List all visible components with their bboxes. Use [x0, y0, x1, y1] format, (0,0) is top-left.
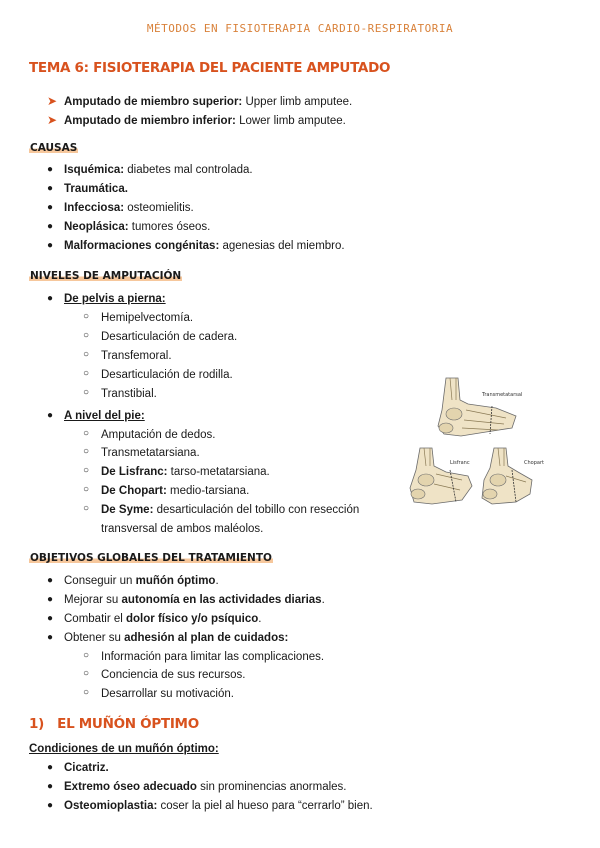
list-item: ○ Hemipelvectomía.	[83, 311, 194, 324]
list-item: ● Extremo óseo adecuado sin prominencias anormales.	[47, 781, 347, 793]
page-title: TEMA 6: FISIOTERAPIA DEL PACIENTE AMPUTADO	[29, 60, 391, 76]
list-item: ○ De Syme: desarticulación del tobillo con resección	[83, 503, 360, 516]
list-item: ● Obtener su adhesión al plan de cuidados:	[47, 632, 289, 644]
list-item: ● Traumática.	[47, 183, 128, 195]
list-item: ○ De Chopart: medio-tarsiana.	[83, 484, 250, 497]
niveles-heading: NIVELES DE AMPUTACIÓN	[30, 270, 182, 282]
label-lisfranc: Lisfranc	[450, 460, 470, 466]
section-heading-munon: 1) EL MUÑÓN ÓPTIMO	[29, 716, 199, 732]
group-pelvis: ● De pelvis a pierna:	[47, 293, 166, 305]
list-item: ● Cicatriz.	[47, 762, 109, 774]
foot-bones-illustration	[406, 370, 546, 512]
list-item: ● Combatir el dolor físico y/o psíquico.	[47, 613, 262, 625]
list-item: ○ Transtibial.	[83, 387, 157, 400]
intro-item-lower: ➤ Amputado de miembro inferior: Lower limb amputee.	[47, 113, 346, 127]
conditions-subheading: Condiciones de un muñón óptimo:	[29, 743, 219, 755]
list-item: ○ Desarrollar su motivación.	[83, 687, 234, 700]
arrow-icon: ➤	[47, 94, 58, 108]
foot-lisfranc	[410, 448, 472, 504]
list-item-continuation: transversal de ambos maléolos.	[101, 523, 264, 535]
list-item: ● Mejorar su autonomía en las actividades diarias.	[47, 594, 325, 606]
intro-item-upper: ➤ Amputado de miembro superior: Upper limb amputee.	[47, 94, 353, 108]
list-item: ● Infecciosa: osteomielitis.	[47, 202, 194, 214]
arrow-icon: ➤	[47, 113, 58, 127]
list-item: ○ Amputación de dedos.	[83, 428, 216, 441]
foot-amputation-figure	[406, 370, 546, 512]
list-item: ○ De Lisfranc: tarso-metatarsiana.	[83, 465, 270, 478]
list-item: ○ Desarticulación de rodilla.	[83, 368, 233, 381]
objetivos-heading: OBJETIVOS GLOBALES DEL TRATAMIENTO	[30, 552, 272, 564]
label-chopart: Chopart	[524, 460, 544, 466]
causas-heading: CAUSAS	[30, 142, 78, 154]
label-transmetatarsal: Transmetatarsal	[482, 392, 523, 398]
foot-chopart	[482, 448, 544, 504]
list-item: ● Isquémica: diabetes mal controlada.	[47, 164, 253, 176]
list-item: ○ Transmetatarsiana.	[83, 446, 200, 459]
list-item: ○ Conciencia de sus recursos.	[83, 668, 246, 681]
foot-transmetatarsal	[438, 378, 522, 436]
list-item: ○ Desarticulación de cadera.	[83, 330, 238, 343]
list-item: ● Conseguir un muñón óptimo.	[47, 575, 219, 587]
list-item: ● Osteomioplastia: coser la piel al hueso para “cerrarlo” bien.	[47, 800, 373, 812]
list-item: ○ Transfemoral.	[83, 349, 172, 362]
group-pie: ● A nivel del pie:	[47, 410, 145, 422]
list-item: ● Malformaciones congénitas: agenesias del miembro.	[47, 240, 345, 252]
page-header: MÉTODOS EN FISIOTERAPIA CARDIO-RESPIRATORIA	[146, 22, 454, 35]
list-item: ● Neoplásica: tumores óseos.	[47, 221, 211, 233]
list-item: ○ Información para limitar las complicaciones.	[83, 650, 325, 663]
